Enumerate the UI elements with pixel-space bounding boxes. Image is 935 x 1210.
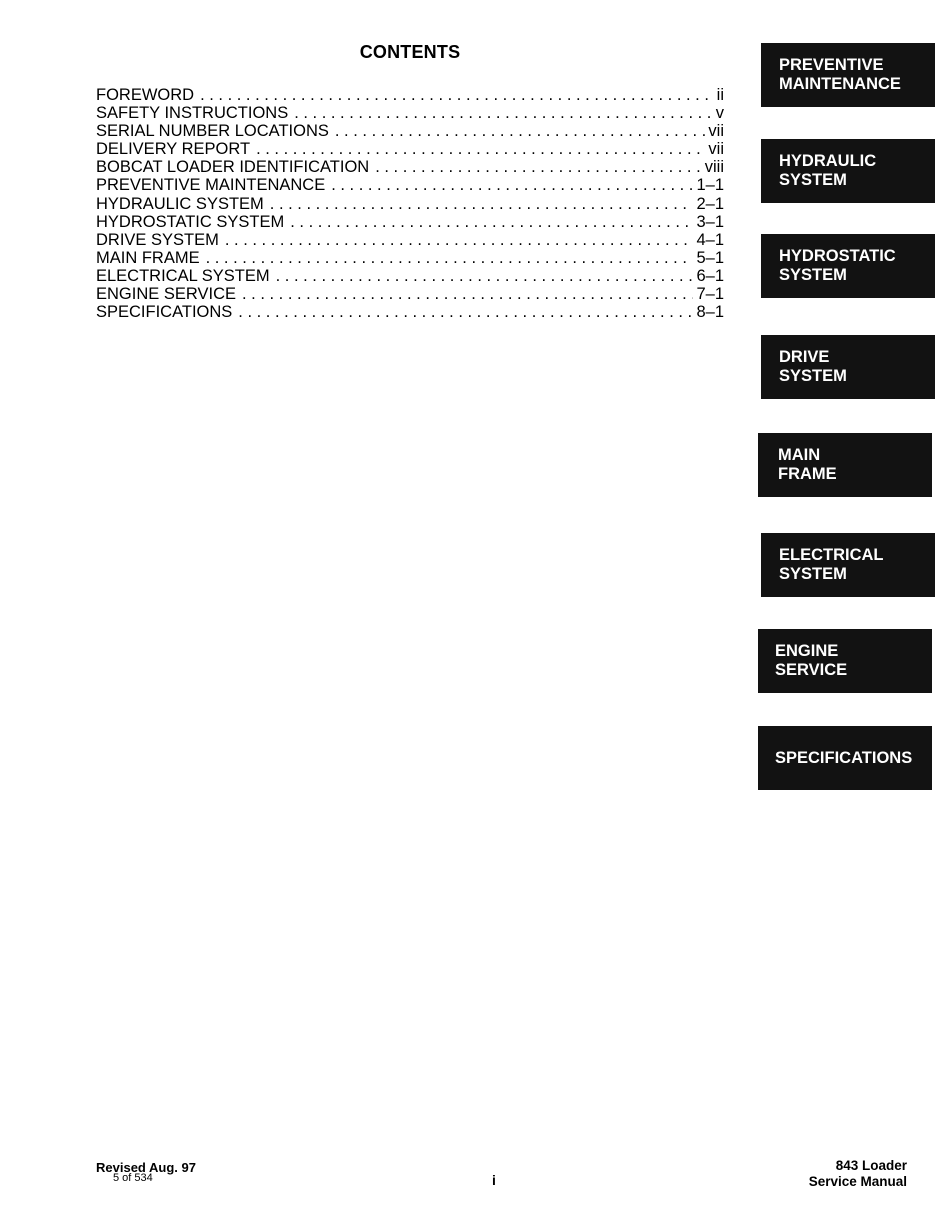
revision-date: Revised Aug. 97 bbox=[96, 1160, 196, 1175]
toc-entry-page: vii bbox=[708, 140, 724, 159]
toc-entry-hydrostatic-system[interactable] bbox=[96, 213, 724, 231]
toc-entry-label: ENGINE SERVICE bbox=[96, 285, 236, 304]
dot-leader bbox=[242, 285, 693, 303]
tab-hydrostatic-system[interactable] bbox=[761, 234, 935, 298]
toc-entry-electrical-system[interactable] bbox=[96, 267, 724, 285]
tab-label-line2: FRAME bbox=[778, 465, 837, 483]
tab-hydraulic-system[interactable] bbox=[761, 139, 935, 203]
dot-leader bbox=[335, 122, 706, 140]
toc-entry-serial-number-locations[interactable] bbox=[96, 122, 724, 140]
tab-label-line1: HYDROSTATIC bbox=[779, 247, 896, 265]
toc-entry-page: 3–1 bbox=[696, 212, 724, 231]
toc-entry-specifications[interactable] bbox=[96, 303, 724, 321]
toc-entry-delivery-report[interactable] bbox=[96, 140, 724, 158]
toc-entry-page: 8–1 bbox=[696, 303, 724, 322]
toc-entry-label: MAIN FRAME bbox=[96, 248, 200, 267]
tab-label-line2: MAINTENANCE bbox=[779, 75, 901, 93]
tab-label-line2: SYSTEM bbox=[779, 565, 847, 583]
dot-leader bbox=[256, 140, 705, 158]
toc-entry-label: PREVENTIVE MAINTENANCE bbox=[96, 176, 326, 195]
toc-entry-page: 7–1 bbox=[696, 285, 724, 304]
page-title: CONTENTS bbox=[359, 42, 461, 62]
toc-entry-page: ii bbox=[716, 86, 724, 104]
manual-name: Service Manual bbox=[808, 1174, 907, 1189]
toc-entry-hydraulic-system[interactable] bbox=[96, 195, 724, 213]
toc-entry-label: FOREWORD bbox=[96, 86, 195, 104]
toc-entry-preventive-maintenance[interactable] bbox=[96, 176, 724, 194]
model-name: 843 Loader bbox=[835, 1158, 907, 1173]
tab-label-line2: SYSTEM bbox=[779, 367, 847, 385]
toc-entry-label: BOBCAT LOADER IDENTIFICATION bbox=[96, 158, 370, 177]
tab-electrical-system[interactable] bbox=[761, 533, 935, 597]
tab-label-line1: DRIVE bbox=[779, 348, 830, 366]
tab-label-line1: MAIN bbox=[778, 446, 821, 464]
tab-label-line1: PREVENTIVE bbox=[779, 56, 884, 74]
toc-entry-page: 1–1 bbox=[696, 176, 724, 195]
dot-leader bbox=[225, 231, 694, 249]
toc-entry-label: HYDRAULIC SYSTEM bbox=[96, 194, 264, 213]
dot-leader bbox=[375, 158, 702, 176]
tab-preventive-maintenance[interactable] bbox=[761, 43, 935, 107]
table-of-contents bbox=[96, 86, 724, 321]
footer-revision bbox=[96, 1160, 196, 1184]
toc-entry-label: ELECTRICAL SYSTEM bbox=[96, 266, 270, 285]
footer-manual-info bbox=[809, 1158, 907, 1190]
tab-label-line1: SPECIFICATIONS bbox=[775, 748, 913, 767]
toc-entry-label: SERIAL NUMBER LOCATIONS bbox=[96, 122, 329, 141]
tab-label-line2: SYSTEM bbox=[779, 266, 847, 284]
dot-leader bbox=[238, 303, 693, 321]
dot-leader bbox=[206, 249, 694, 267]
toc-entry-page: v bbox=[715, 104, 724, 123]
toc-entry-label: DRIVE SYSTEM bbox=[96, 230, 219, 249]
toc-entry-loader-identification[interactable] bbox=[96, 158, 724, 176]
tab-label-line1: ENGINE bbox=[775, 642, 839, 660]
dot-leader bbox=[290, 213, 693, 231]
toc-entry-engine-service[interactable] bbox=[96, 285, 724, 303]
dot-leader bbox=[331, 176, 693, 194]
page-counter: 5 of 534 bbox=[113, 1172, 153, 1184]
dot-leader bbox=[294, 104, 713, 122]
tab-specifications[interactable] bbox=[758, 726, 932, 790]
toc-entry-page: 5–1 bbox=[696, 248, 724, 267]
tab-label-line1: ELECTRICAL bbox=[779, 546, 884, 564]
tab-label-line1: HYDRAULIC bbox=[779, 152, 877, 170]
tab-label-line2: SYSTEM bbox=[779, 171, 847, 189]
toc-entry-label: SPECIFICATIONS bbox=[96, 303, 233, 322]
tab-label-line2: SERVICE bbox=[775, 661, 848, 679]
tab-drive-system[interactable] bbox=[761, 335, 935, 399]
dot-leader bbox=[276, 267, 694, 285]
dot-leader bbox=[270, 195, 694, 213]
dot-leader bbox=[200, 86, 714, 104]
toc-entry-foreword[interactable] bbox=[96, 86, 724, 104]
toc-entry-page: vii bbox=[708, 122, 724, 141]
tab-main-frame[interactable] bbox=[758, 433, 932, 497]
toc-entry-drive-system[interactable] bbox=[96, 231, 724, 249]
toc-entry-label: HYDROSTATIC SYSTEM bbox=[96, 212, 285, 231]
toc-entry-label: DELIVERY REPORT bbox=[96, 140, 251, 159]
toc-entry-page: 6–1 bbox=[696, 266, 724, 285]
toc-entry-label: SAFETY INSTRUCTIONS bbox=[96, 104, 289, 123]
toc-entry-page: 2–1 bbox=[696, 194, 724, 213]
tab-engine-service[interactable] bbox=[758, 629, 932, 693]
page-number: i bbox=[492, 1172, 496, 1188]
toc-entry-page: viii bbox=[704, 158, 724, 177]
toc-entry-safety-instructions[interactable] bbox=[96, 104, 724, 122]
toc-entry-page: 4–1 bbox=[696, 230, 724, 249]
toc-entry-main-frame[interactable] bbox=[96, 249, 724, 267]
